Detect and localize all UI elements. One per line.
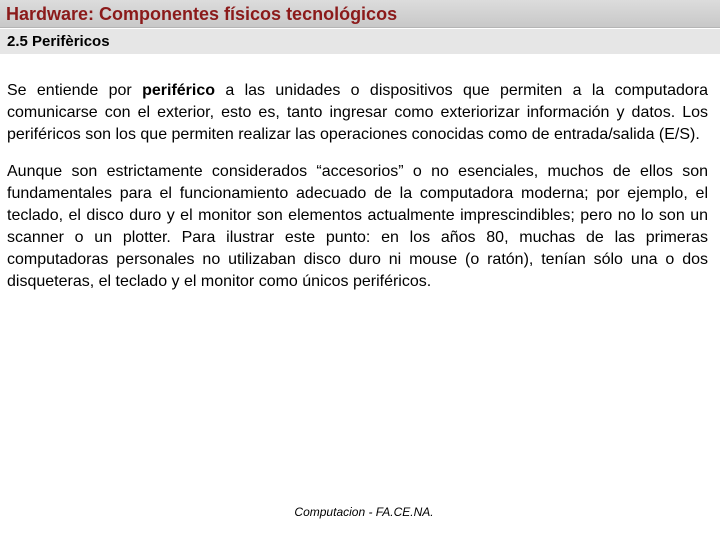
slide-content bbox=[7, 80, 708, 308]
term-periferico: periférico bbox=[142, 82, 216, 99]
paragraph-definition-end: a las unidades o dispositivos que permiten a la computadora comunicarse con el exterior, esto es, tanto ingresar como exteriorizar información y datos. Los periféricos son los que permiten realizar las operaciones conocidas como de entrada/salida (E/S). bbox=[7, 82, 709, 143]
footer bbox=[0, 505, 720, 519]
paragraph-definition bbox=[7, 80, 708, 146]
section-subtitle: 2.5 Perifèricos bbox=[7, 33, 110, 50]
title-bar bbox=[0, 0, 720, 28]
paragraph-definition-start: Se entiende por bbox=[7, 82, 143, 99]
paragraph-examples: Aunque son estrictamente considerados “accesorios” o no esenciales, muchos de ellos son fundamentales para el funcionamiento adecuado de la computadora moderna; por ejemplo, el teclado, el disco duro y el monitor son elementos actualmente imprescindibles; pero no lo son un scanner o un plotter. Para ilustrar este punto: en los años 80, muchas de las primeras computadoras personales no utilizaban disco duro ni mouse (o ratón), tenían sólo una o dos disqueteras, el teclado y el monitor como únicos periféricos. bbox=[7, 163, 708, 290]
subtitle-bar bbox=[0, 29, 720, 54]
page-title: Hardware: Componentes físicos tecnológicos bbox=[6, 4, 398, 24]
footer-text: Computacion - FA.CE.NA. bbox=[294, 505, 434, 519]
